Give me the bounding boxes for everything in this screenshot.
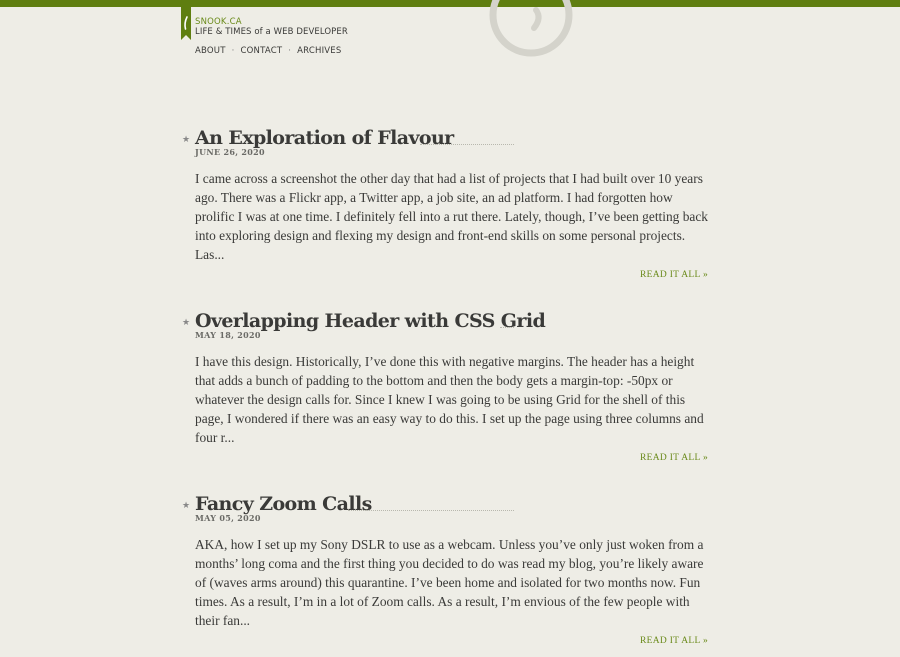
nav-separator: · [288, 46, 292, 56]
read-more-link[interactable]: READ IT ALL » [639, 270, 708, 280]
logo-ribbon-icon[interactable] [181, 7, 191, 40]
top-accent-bar [0, 0, 900, 7]
post-item [182, 310, 712, 470]
site-tagline: LIFE & TIMES of a WEB DEVELOPER [195, 27, 348, 37]
post-header [182, 127, 712, 159]
title-divider [420, 144, 514, 145]
post-title-link[interactable]: An Exploration of Flavour [195, 127, 454, 149]
post-date: JUNE 26, 2020 [195, 147, 265, 157]
read-more-link[interactable]: READ IT ALL » [639, 453, 708, 463]
star-icon: ★ [182, 318, 191, 328]
nav-separator: · [231, 46, 235, 56]
nav-item-archives[interactable]: ARCHIVES [297, 46, 342, 56]
post-excerpt: I came across a screenshot the other day that had a list of projects that I had built over 10 years ago. There was a Flickr app, a Twitter app, a job site, an ad platform. I had forgotten how prolific I was at one time. I definitely fell into a rut there. Lately, though, I’ve been getting back into exploring design and flexing my design and front-end skills on some personal projects. Las... [195, 171, 709, 262]
post-title-link[interactable]: Fancy Zoom Calls [195, 493, 372, 515]
post-header [182, 493, 712, 525]
post-excerpt: I have this design. Historically, I’ve done this with negative margins. The header has a height that adds a bunch of padding to the bottom and then the body gets a margin-top: -50px or whatever the design calls for. Since I knew I was going to be using Grid for the shell of this page, I wondered if there was an easy way to do this. I set up the page using three columns and four r... [195, 354, 704, 445]
post-header [182, 310, 712, 342]
post-date: MAY 18, 2020 [195, 330, 261, 340]
site-name-link[interactable]: SNOOK.CA [195, 17, 242, 27]
star-icon: ★ [182, 501, 191, 511]
post-title-link[interactable]: Overlapping Header with CSS Grid [195, 310, 546, 332]
title-divider [348, 510, 514, 511]
nav-item-about[interactable]: ABOUT [195, 46, 226, 56]
post-item [182, 127, 712, 287]
star-icon: ★ [182, 135, 191, 145]
post-item [182, 493, 712, 653]
read-more-link[interactable]: READ IT ALL » [639, 636, 708, 646]
post-excerpt: AKA, how I set up my Sony DSLR to use as a webcam. Unless you’ve only just woken from a months’ long coma and the first thing you decided to do was read my blog, you’re likely aware of (waves arms around) this quarantine. I’ve been home and isolated for two months now. Fun times. As a result, I’m in a lot of Zoom calls. As a result, I’m envious of the few people with their fan... [195, 537, 704, 628]
site-branding [195, 17, 348, 37]
decorative-swirl-icon [486, 0, 576, 60]
title-divider [500, 327, 514, 328]
post-date: MAY 05, 2020 [195, 513, 261, 523]
nav-item-contact[interactable]: CONTACT [240, 46, 283, 56]
main-nav [195, 46, 341, 56]
